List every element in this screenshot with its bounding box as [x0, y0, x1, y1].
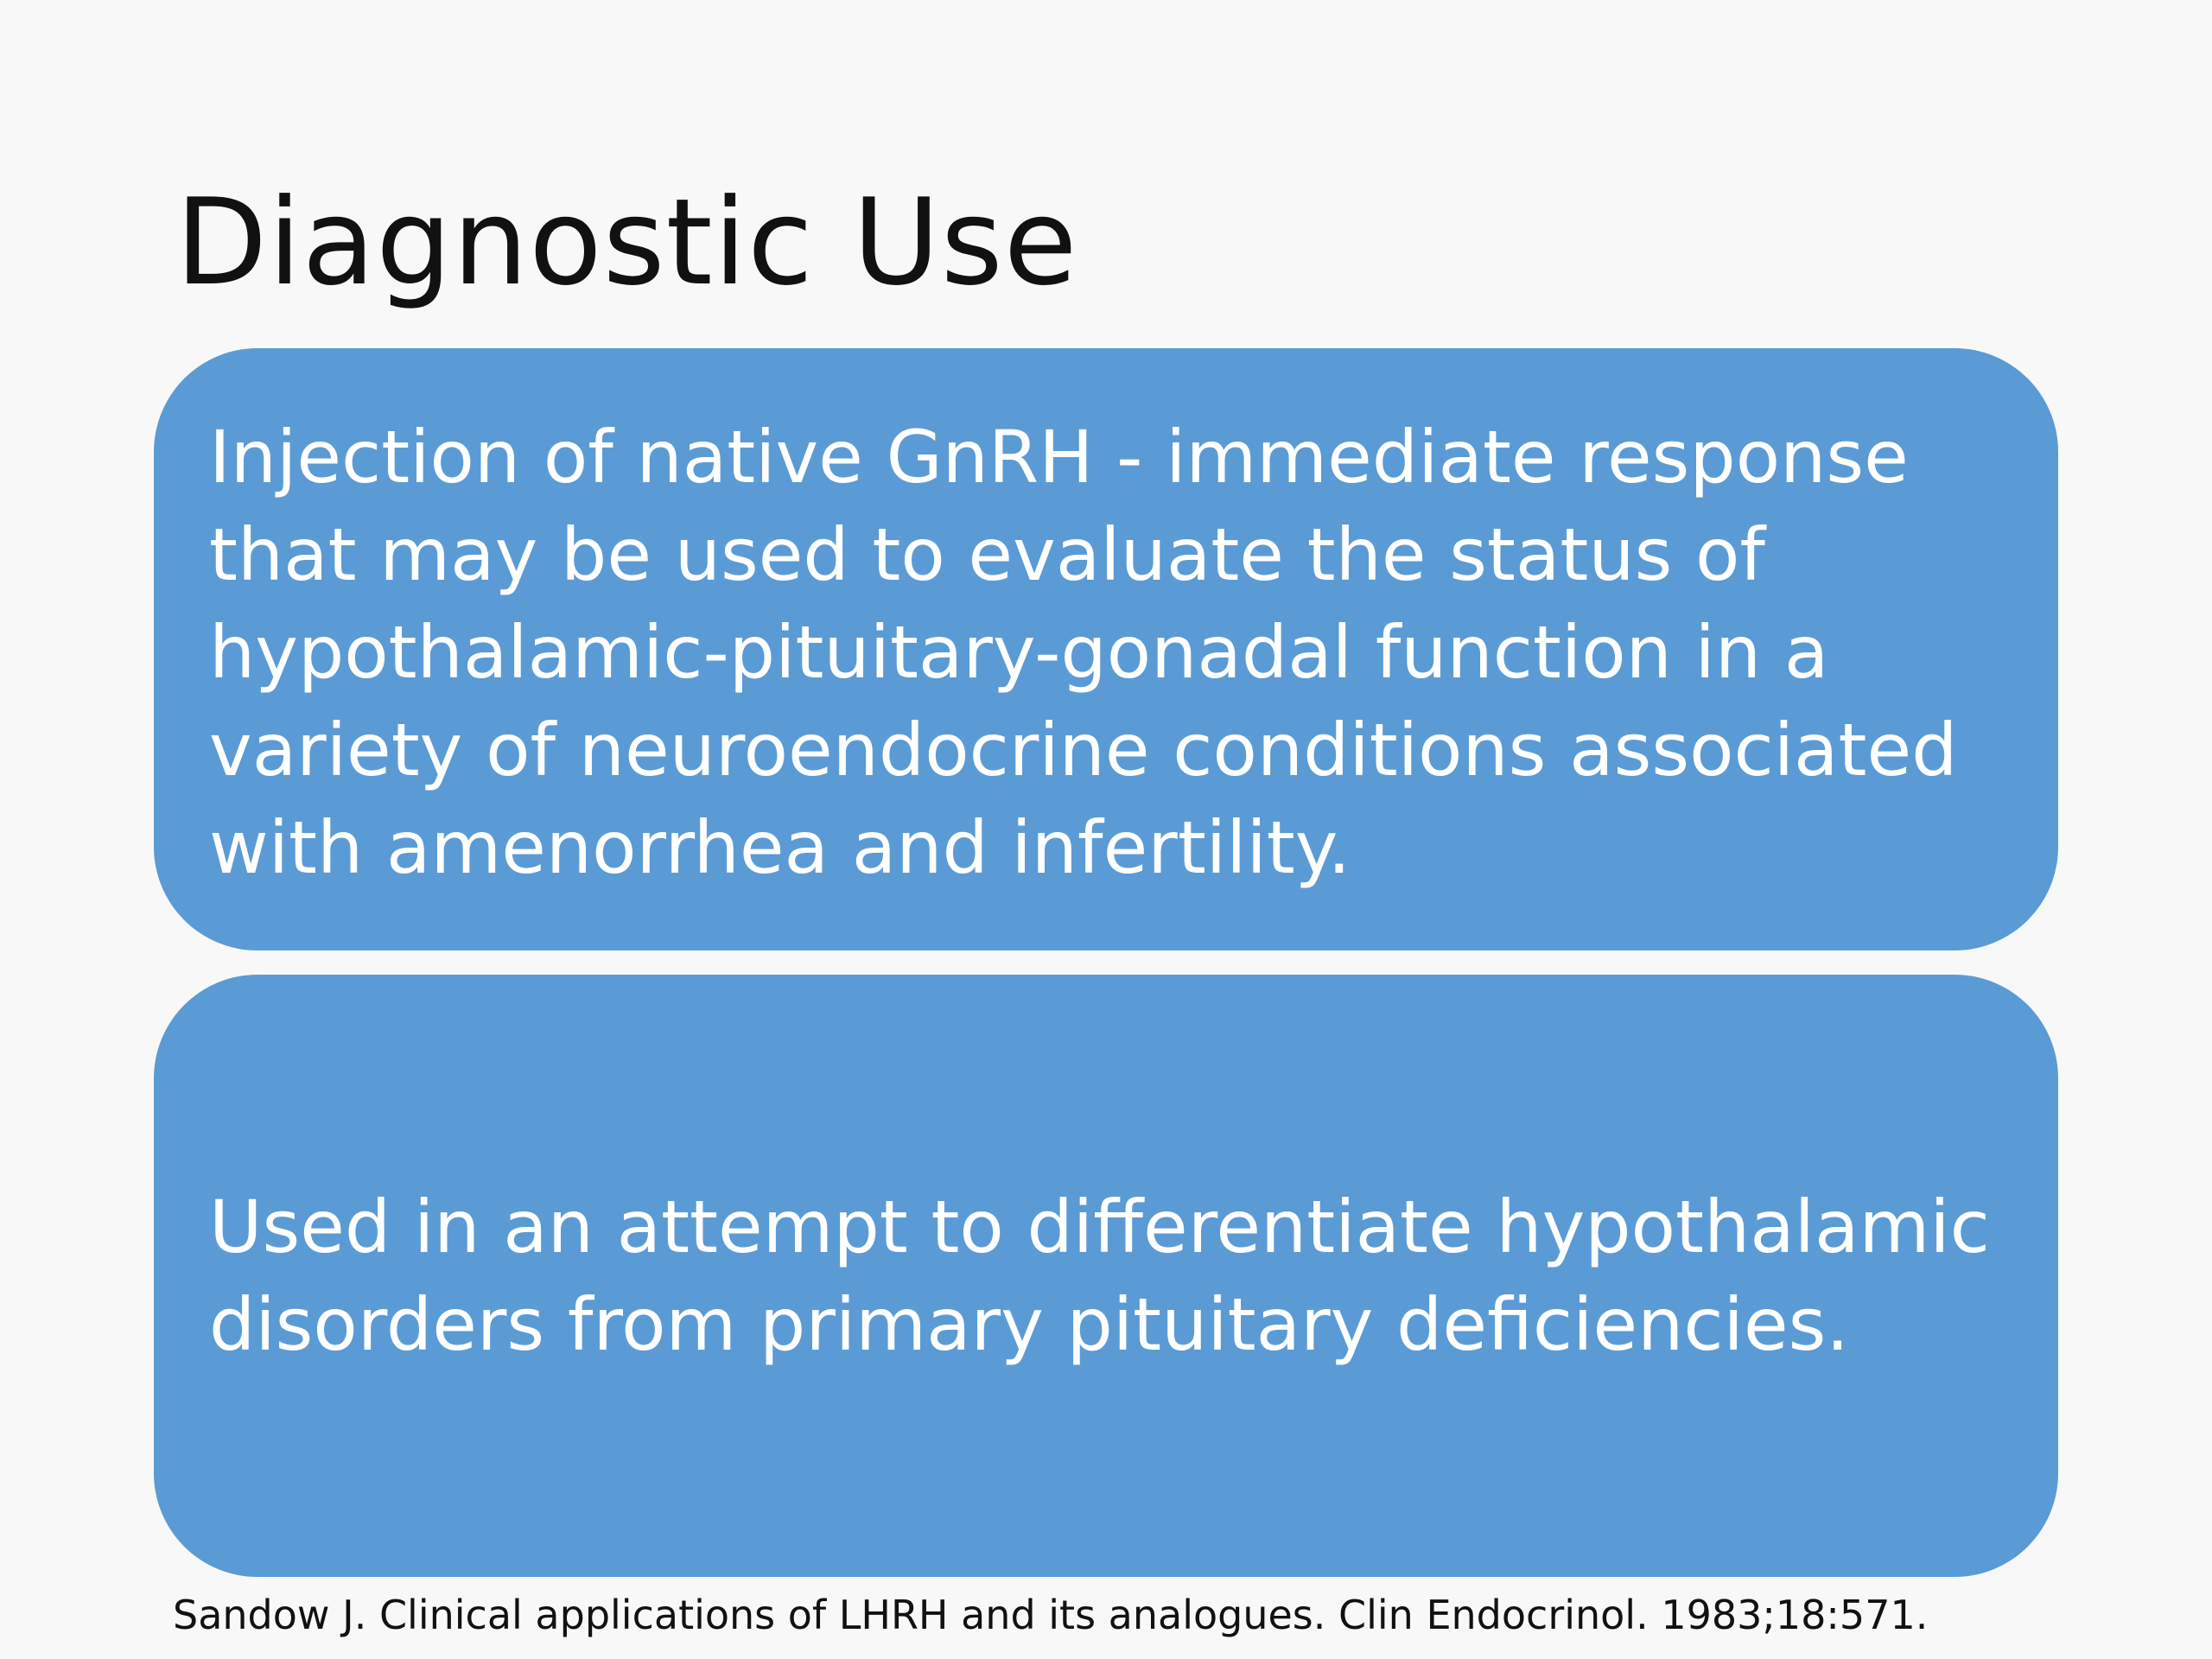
citation: Sandow J. Clinical applications of LHRH and its analogues. Clin Endocrinol. 1983;18:571. — [173, 1592, 1929, 1638]
content-box-1-text: Injection of native GnRH - immediate response that may be used to evaluate the status of hypothalamic-pituitary-gonadal function in a variety of neuroendocrine conditions associated with amenorrhea and infertility. — [209, 415, 1958, 890]
content-box-2-text: Used in an attempt to differentiate hypothalamic disorders from primary pituitary deficiencies. — [209, 1184, 1990, 1367]
content-box-1 — [154, 348, 2058, 950]
content-box-2 — [154, 975, 2058, 1577]
slide-title: Diagnostic Use — [175, 173, 1078, 312]
